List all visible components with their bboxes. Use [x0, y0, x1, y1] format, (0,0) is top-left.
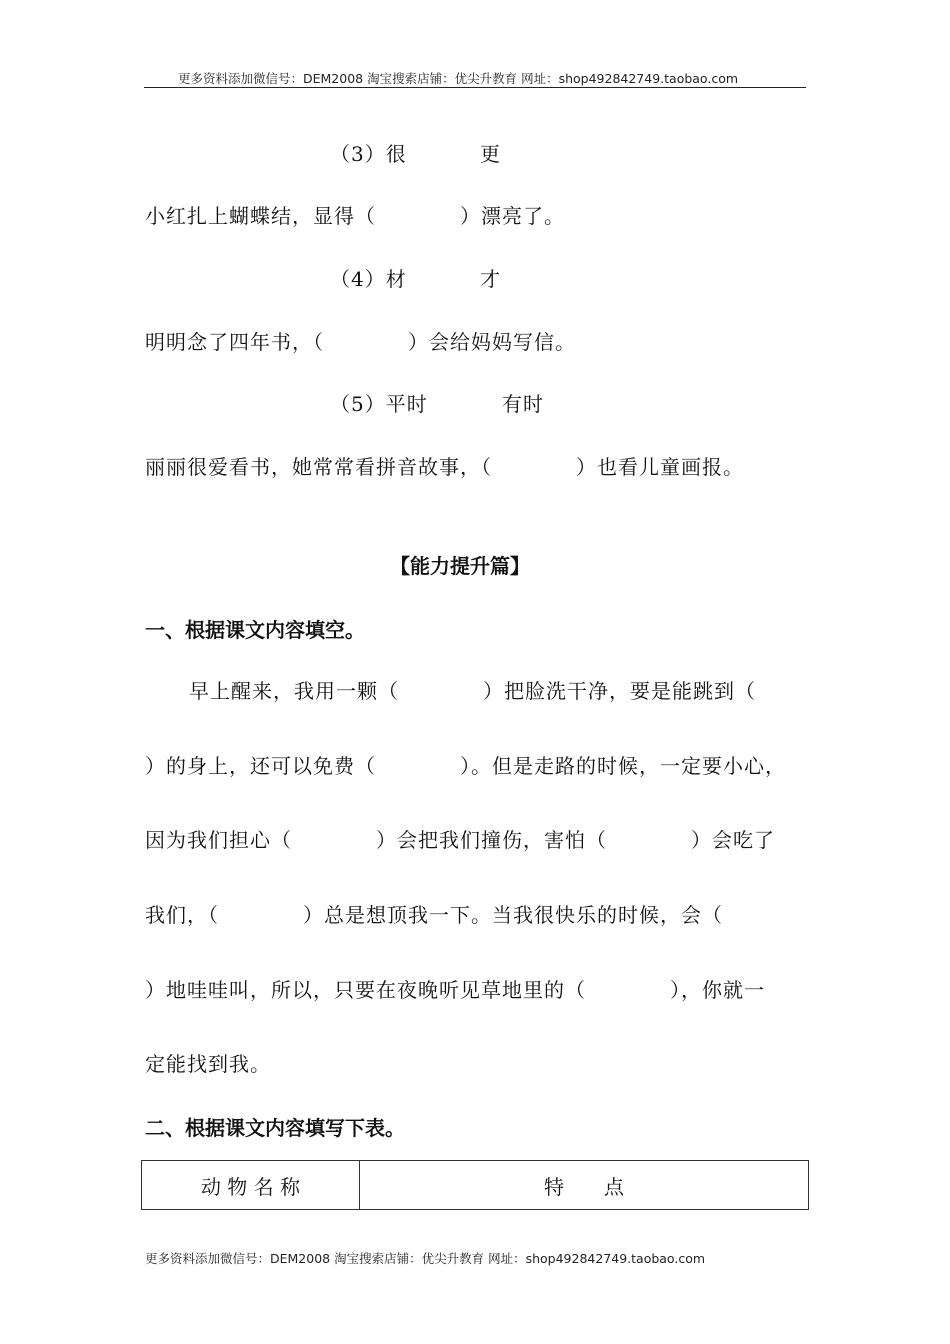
table-header-feature: 特 点	[360, 1161, 809, 1210]
part1-line-3: 因为我们担心（ ）会把我们撞伤，害怕（ ）会吃了	[145, 828, 775, 852]
q4-sentence: 明明念了四年书，（ ）会给妈妈写信。	[145, 330, 576, 354]
part1-line-4: 我们，（ ）总是想顶我一下。当我很快乐的时候，会（	[145, 903, 723, 927]
q3-choice-a: （3）很	[330, 142, 407, 166]
q4-choice-a: （4）材	[330, 267, 407, 291]
table-header-animal: 动 物 名 称	[142, 1161, 360, 1210]
header-rule	[144, 87, 806, 88]
part1-line-1: 早上醒来，我用一颗（ ）把脸洗干净，要是能跳到（	[189, 679, 756, 703]
q5-choice-b: 有时	[502, 392, 544, 416]
part2-heading: 二、根据课文内容填写下表。	[145, 1116, 405, 1140]
section-title: 【能力提升篇】	[390, 554, 530, 578]
q3-sentence: 小红扎上蝴蝶结，显得（ ）漂亮了。	[145, 204, 565, 228]
part1-line-6: 定能找到我。	[145, 1052, 271, 1076]
q5-choice-a: （5）平时	[330, 392, 428, 416]
part1-heading: 一、根据课文内容填空。	[145, 618, 365, 642]
q5-sentence: 丽丽很爱看书，她常常看拼音故事，（ ）也看儿童画报。	[145, 455, 744, 479]
part1-line-2: ）的身上，还可以免费（ ）。但是走路的时候，一定要小心，	[145, 754, 786, 778]
part1-line-5: ）地哇哇叫，所以，只要在夜晚听见草地里的（ ），你就一	[145, 978, 765, 1002]
page-header: 更多资料添加微信号：DEM2008 淘宝搜索店铺：优尖升教育 网址：shop492842749.taobao.com	[178, 71, 739, 86]
q3-choice-b: 更	[480, 142, 501, 166]
page-footer: 更多资料添加微信号：DEM2008 淘宝搜索店铺：优尖升教育 网址：shop492842749.taobao.com	[145, 1251, 706, 1266]
q4-choice-b: 才	[480, 267, 501, 291]
table-header-row	[142, 1161, 809, 1210]
animal-table	[141, 1160, 809, 1210]
